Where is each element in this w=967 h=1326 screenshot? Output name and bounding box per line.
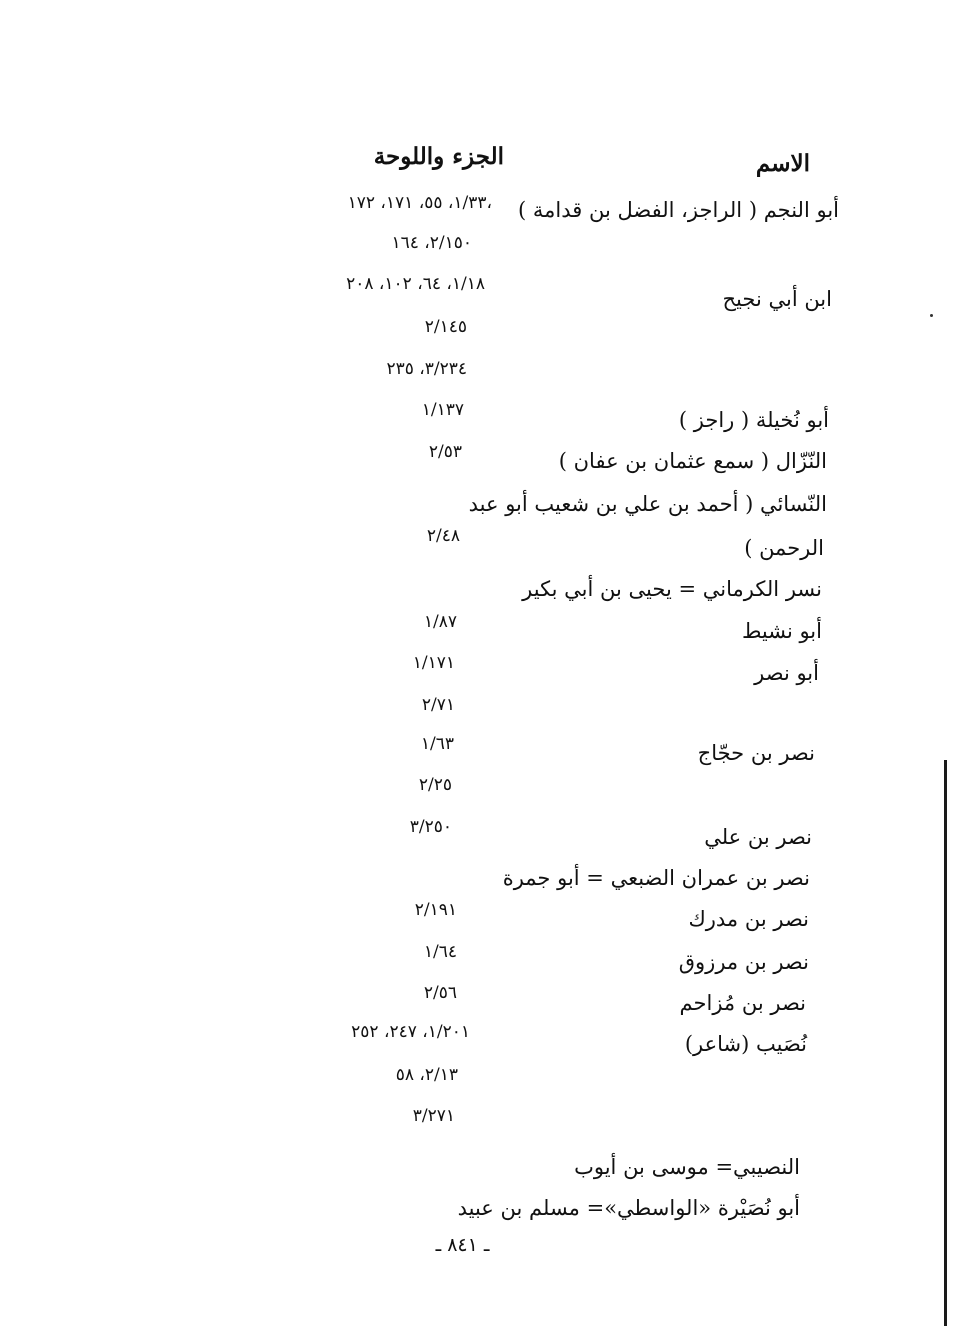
entry-ref: ١/٨٧ [423, 612, 457, 632]
entry-ref: ١/٦٣ [420, 734, 454, 754]
entry-name: نصر بن عمران الضبعي = أبو جمرة [502, 866, 810, 890]
entry-ref: ٢/١٩١ [414, 900, 457, 920]
entry-ref: ١/٦٤ [423, 942, 457, 962]
entry-name: النصيبي= موسى بن أيوب [574, 1155, 800, 1179]
entry-ref: ٢/٥٣ [428, 442, 462, 462]
entry-ref: ٢/٧١ [421, 695, 455, 715]
entry-ref: ١/١٧١ [412, 653, 455, 673]
entry-ref: ١/٢٠١، ٢٤٧، ٢٥٢ [351, 1022, 470, 1042]
entry-ref: ٣/٢٣٤، ٢٣٥ [386, 359, 467, 379]
entry-name: نسر الكرماني = يحيى بن أبي بكير [522, 577, 822, 601]
entry-name: نصر بن مدرك [688, 907, 809, 931]
entry-ref: ٢/١٥٠، ١٦٤ [391, 233, 472, 253]
entry-name: النّزّال ( سمع عثمان بن عفان ) [558, 449, 827, 473]
entry-name: نصر بن مرزوق [678, 950, 809, 974]
entry-name: الرحمن ) [744, 536, 824, 560]
name-column-header: الاسم [755, 150, 810, 177]
entry-name: أبو نُخيلة ( راجز ) [678, 408, 829, 432]
stray-mark [930, 314, 933, 317]
entry-ref: ٢/٢٥ [418, 775, 452, 795]
page-frame-line [944, 760, 947, 1326]
entry-ref: ٣/٢٥٠ [409, 817, 452, 837]
entry-name: النّسائي ( أحمد بن علي بن شعيب أبو عبد [468, 492, 827, 516]
entry-name: أبو نُصَيْرة «الواسطي»= مسلم بن عبيد [457, 1196, 800, 1220]
entry-name: أبو النجم ( الراجز، الفضل بن قدامة ) [518, 198, 839, 222]
entry-name: ابن أبي نجيح [722, 287, 832, 311]
ref-column-header: الجزء واللوحة [373, 143, 504, 170]
entry-ref: ٢/٤٨ [426, 526, 460, 546]
entry-ref: ١/٣٣، ٥٥، ١٧١، ١٧٢، [347, 193, 492, 213]
entry-name: أبو نصر [754, 661, 819, 685]
entry-ref: ١/١٨، ٦٤، ١٠٢، ٢٠٨ [346, 274, 485, 294]
entry-ref: ٢/١٤٥ [424, 317, 467, 337]
page-number: ـ ٨٤١ ـ [435, 1234, 490, 1256]
entry-name: نصر بن حجّاج [697, 741, 815, 765]
entry-name: نصر بن مُزاحم [679, 991, 806, 1015]
entry-name: أبو نشيط [741, 619, 822, 643]
entry-name: نصر بن علي [704, 825, 812, 849]
entry-ref: ٢/٥٦ [423, 983, 457, 1003]
entry-ref: ١/١٣٧ [421, 400, 464, 420]
entry-name: نُصَيب (شاعر) [684, 1032, 807, 1056]
entry-ref: ٢/١٣، ٥٨ [395, 1065, 458, 1085]
entry-ref: ٣/٢٧١ [412, 1106, 455, 1126]
